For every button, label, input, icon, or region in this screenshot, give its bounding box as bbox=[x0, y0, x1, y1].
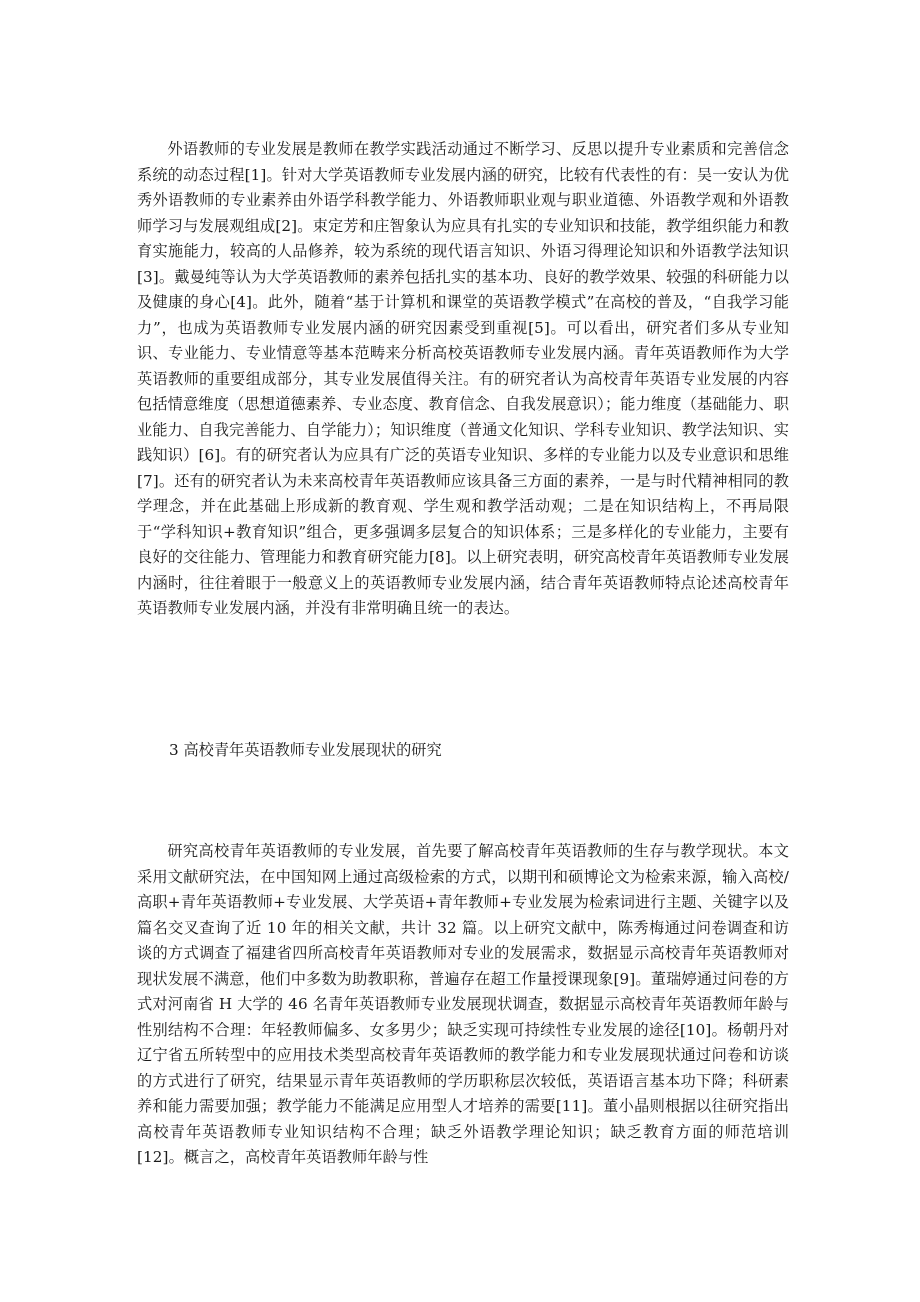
body-paragraph-development-status: 研究高校青年英语教师的专业发展，首先要了解高校青年英语教师的生存与教学现状。本文采用文献研究法，在中国知网上通过高级检索的方式，以期刊和硕博论文为检索来源，输入高校/高职+青年英语教师+专业发展、大学英语+青年教师+专业发展为检索词进行主题、关键字以及篇名交叉查询了近 10 年的相关文献，共计 32 篇。以上研究文献中，陈秀梅通过问卷调查和访谈的方式调查了福建省四所高校青年英语教师对专业的发展需求，数据显示高校青年英语教师对现状发展不满意，他们中多数为助教职称，普遍存在超工作量授课现象[9]。董瑞婷通过问卷的方式对河南省 H 大学的 46 名青年英语教师专业发展现状调查，数据显示高校青年英语教师年龄与性别结构不合理：年轻教师偏多、女多男少；缺乏实现可持续性专业发展的途径[10]。杨朝丹对辽宁省五所转型中的应用技术类型高校青年英语教师的教学能力和专业发展现状通过问卷和访谈的方式进行了研究，结果显示青年英语教师的学历职称层次较低，英语语言基本功下降；科研素养和能力需要加强；教学能力不能满足应用型人才培养的需要[11]。董小晶则根据以往研究指出高校青年英语教师专业知识结构不合理；缺乏外语教学理论知识；缺乏教育方面的师范培训[12]。概言之，高校青年英语教师年龄与性 bbox=[137, 842, 789, 1166]
body-paragraph-professional-development-connotation: 外语教师的专业发展是教师在教学实践活动通过不断学习、反思以提升专业素质和完善信念系统的动态过程[1]。针对大学英语教师专业发展内涵的研究，比较有代表性的有：吴一安认为优秀外语教师的专业素养由外语学科教学能力、外语教师职业观与职业道德、外语教学观和外语教师学习与发展观组成[2]。束定芳和庄智象认为应具有扎实的专业知识和技能，教学组织能力和教育实施能力，较高的人品修养，较为系统的现代语言知识、外语习得理论知识和外语教学法知识[3]。戴曼纯等认为大学英语教师的素养包括扎实的基本功、良好的教学效果、较强的科研能力以及健康的身心[4]。此外，随着“基于计算机和课堂的英语教学模式”在高校的普及，“自我学习能力”，也成为英语教师专业发展内涵的研究因素受到重视[5]。可以看出，研究者们多从专业知识、专业能力、专业情意等基本范畴来分析高校英语教师专业发展内涵。青年英语教师作为大学英语教师的重要组成部分，其专业发展值得关注。有的研究者认为高校青年英语专业发展的内容包括情意维度（思想道德素养、专业态度、教育信念、自我发展意识）；能力维度（基础能力、职业能力、自我完善能力、自学能力）；知识维度（普通文化知识、学科专业知识、教学法知识、实践知识）[6]。有的研究者认为应具有广泛的英语专业知识、多样的专业能力以及专业意识和思维[7]。还有的研究者认为未来高校青年英语教师应该具备三方面的素养，一是与时代精神相同的教学理念，并在此基础上形成新的教育观、学生观和教学活动观；二是在知识结构上，不再局限于“学科知识+教育知识”组合，更多强调多层复合的知识体系；三是多样化的专业能力，主要有良好的交往能力、管理能力和教育研究能力[8]。以上研究表明，研究高校青年英语教师专业发展内涵时，往往着眼于一般意义上的英语教师专业发展内涵，结合青年英语教师特点论述高校青年英语教师专业发展内涵，并没有非常明确且统一的表达。 bbox=[137, 140, 789, 617]
section-heading-3: 3 高校青年英语教师专业发展现状的研究 bbox=[169, 741, 442, 759]
